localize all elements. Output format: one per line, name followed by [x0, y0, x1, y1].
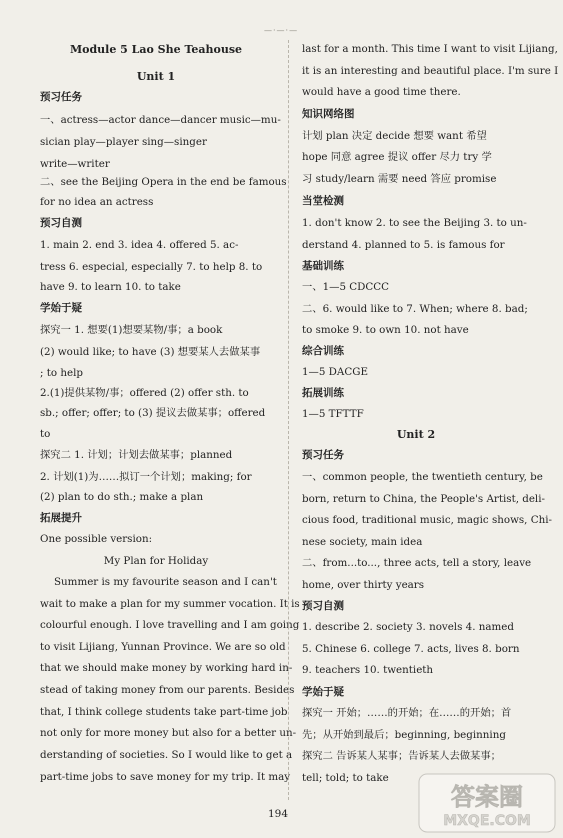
text-line: hope 同意 agree 提议 offer 尽力 try 学	[302, 151, 492, 163]
text-line: stead of taking money from our parents. Besides	[40, 684, 295, 696]
text-line: tress 6. especial, especially 7. to help 8. to	[40, 261, 263, 273]
text-line: write—writer	[40, 158, 110, 170]
text-line: born, return to China, the People's Artist, deli-	[302, 493, 546, 505]
section-heading: 基础训练	[302, 260, 344, 272]
text-line: 探究一 开始；……的开始；在……的开始；首	[302, 707, 512, 719]
text-line: have 9. to learn 10. to take	[40, 281, 181, 293]
text-line: 2.(1)提供某物/事；offered (2) offer sth. to	[40, 387, 249, 399]
section-heading: 知识网络图	[302, 108, 355, 120]
text-line: 一、1—5 CDCCC	[302, 281, 390, 293]
text-line: 1—5 DACGE	[302, 366, 368, 378]
text-line: (2) plan to do sth.; make a plan	[40, 491, 204, 503]
text-line: 1. don't know 2. to see the Beijing 3. to un-	[302, 217, 527, 229]
text-line: it is an interesting and beautiful place. I'm sure I	[302, 65, 559, 77]
text-line: that we should make money by working hard in-	[40, 662, 293, 674]
text-line: sb.; offer; offer; to (3) 提议去做某事；offered	[40, 407, 266, 419]
text-line: 1—5 TFTTF	[302, 408, 364, 420]
section-heading: 预习自测	[302, 600, 344, 612]
top-decoration: —·—·—	[264, 26, 299, 35]
section-heading: 学始于疑	[40, 302, 82, 314]
text-line: part-time jobs to save money for my trip. It may	[40, 771, 291, 783]
text-line: tell; told; to take	[302, 772, 389, 784]
text-line: 二、6. would like to 7. When; where 8. bad;	[302, 303, 528, 315]
unit-heading: Unit 1	[136, 70, 176, 83]
text-line: 1. main 2. end 3. idea 4. offered 5. ac-	[40, 239, 239, 251]
section-heading: 预习自测	[40, 217, 82, 229]
text-line: 先；从开始到最后；beginning, beginning	[302, 729, 506, 741]
text-line: Summer is my favourite season and I can't	[54, 576, 277, 588]
text-line: 9. teachers 10. twentieth	[302, 664, 434, 676]
watermark-sub-text: MXQE.COM	[443, 813, 531, 829]
section-heading: 学始于疑	[302, 686, 344, 698]
column-divider	[288, 40, 289, 800]
text-line: 一、actress—actor dance—dancer music—mu-	[40, 114, 281, 126]
section-heading: 预习任务	[40, 91, 82, 103]
text-line: (2) would like; to have (3) 想要某人去做某事	[40, 346, 261, 358]
text-line: cious food, traditional music, magic shows, Chi-	[302, 514, 553, 526]
text-line: derstanding of societies. So I would like to get a	[40, 749, 293, 761]
section-heading: 综合训练	[302, 345, 344, 357]
text-line: last for a month. This time I want to visit Lijiang,	[302, 43, 558, 55]
text-line: 5. Chinese 6. college 7. acts, lives 8. born	[302, 643, 520, 655]
text-line: that, I think college students take part-time job	[40, 706, 288, 718]
text-line: derstand 4. planned to 5. is famous for	[302, 239, 505, 251]
text-line: not only for more money but also for a better un-	[40, 727, 297, 739]
text-line: colourful enough. I love travelling and I am going	[40, 619, 300, 631]
text-line: for no idea an actress	[40, 196, 154, 208]
text-line: wait to make a plan for my summer vocation. It is	[40, 598, 300, 610]
text-line: 一、common people, the twentieth century, be	[302, 471, 543, 483]
page-number: 194	[268, 808, 289, 820]
text-line: 二、see the Beijing Opera in the end be famous	[40, 176, 287, 188]
text-line: 计划 plan 决定 decide 想要 want 希望	[302, 130, 487, 142]
text-line: nese society, main idea	[302, 536, 423, 548]
section-heading: 预习任务	[302, 449, 344, 461]
text-line: 二、from...to..., three acts, tell a story, leave	[302, 557, 532, 569]
section-heading: 当堂检测	[302, 195, 344, 207]
text-line: 1. describe 2. society 3. novels 4. named	[302, 621, 514, 633]
text-line: ; to help	[40, 367, 83, 379]
watermark-logo	[417, 772, 557, 834]
text-line: 2. 计划(1)为……拟订一个计划；making; for	[40, 471, 252, 483]
text-line: 探究一 1. 想要(1)想要某物/事；a book	[40, 324, 223, 336]
section-heading: 拓展提升	[40, 512, 82, 524]
text-line: to	[40, 428, 51, 440]
module-title: Module 5 Lao She Teahouse	[69, 43, 243, 56]
text-line: home, over thirty years	[302, 579, 425, 591]
text-line: would have a good time there.	[302, 86, 461, 98]
unit-heading: Unit 2	[396, 428, 436, 441]
text-line: to visit Lijiang, Yunnan Province. We are so old	[40, 641, 286, 653]
text-line: sician play—player sing—singer	[40, 136, 207, 148]
watermark-main-text: 答案圈	[451, 783, 523, 811]
section-heading: 拓展训练	[302, 387, 344, 399]
text-line: 探究二 告诉某人某事；告诉某人去做某事；	[302, 750, 501, 762]
text-line: to smoke 9. to own 10. not have	[302, 324, 469, 336]
essay-title: My Plan for Holiday	[103, 555, 209, 567]
text-line: One possible version:	[40, 533, 153, 545]
text-line: 习 study/learn 需要 need 答应 promise	[302, 173, 497, 185]
text-line: 探究二 1. 计划；计划去做某事；planned	[40, 449, 233, 461]
